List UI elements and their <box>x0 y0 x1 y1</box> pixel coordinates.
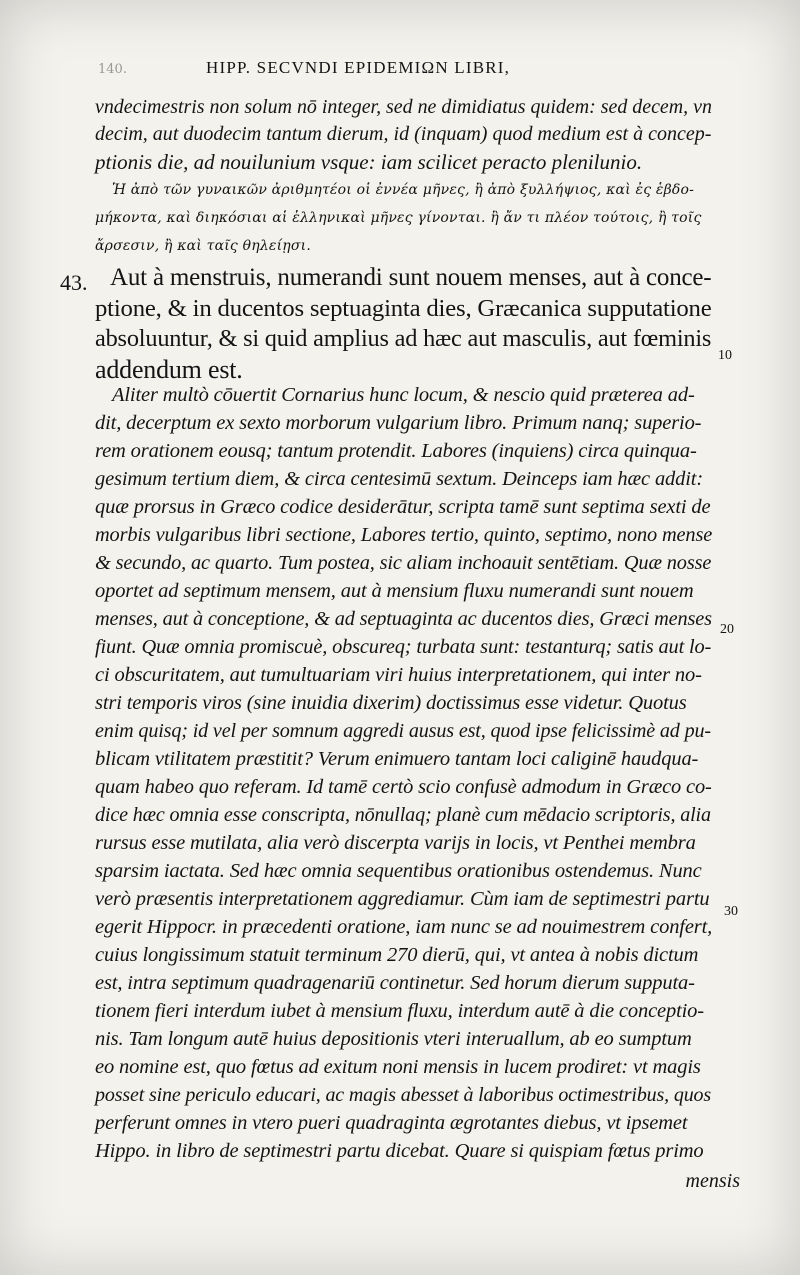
catchword: mensis <box>685 1170 740 1192</box>
page-folio: 140. <box>98 62 127 77</box>
section-number: 43. <box>60 270 88 295</box>
commentary-line: rem orationem eousq; tantum protendit. Labores (inquiens) circa quinqua- <box>95 440 697 462</box>
commentary-line: nis. Tam longum autē huius depositionis vteri interuallum, ab eo sumptum <box>95 1028 692 1050</box>
commentary-line: fiunt. Quæ omnia promiscuè, obscureq; turbata sunt: testanturq; satis aut lo- <box>95 636 712 658</box>
greek-line: μήκοντα, καὶ διηκόσιαι αἱ ἑλληνικαὶ μῆνες γίνονται. ἢ ἄν τι πλέον τούτοις, ἢ τοῖς <box>95 210 702 226</box>
section-line: absoluuntur, & si quid amplius ad hæc aut masculis, aut fœminis <box>95 325 712 352</box>
commentary-line: Aliter multò cōuertit Cornarius hunc locum, & nescio quid præterea ad- <box>112 384 695 406</box>
commentary-line: cuius longissimum statuit terminum 270 dierū, qui, vt antea à nobis dictum <box>95 944 699 966</box>
commentary-line: tionem fieri interdum iubet à mensium fluxu, interdum autē à die conceptio- <box>95 1000 704 1022</box>
commentary-line: morbis vulgaribus libri sectione, Labores tertio, quinto, septimo, nono mense <box>95 524 713 546</box>
commentary-line: posset sine periculo educari, ac magis abesset à laboribus octimestribus, quos <box>95 1084 712 1106</box>
commentary-line: eo nomine est, quo fœtus ad exitum noni mensis in lucem prodiret: vt magis <box>95 1056 701 1078</box>
running-head <box>0 58 800 82</box>
commentary-line: perferunt omnes in vtero pueri quadraginta ægrotantes diebus, vt ipsemet <box>95 1112 688 1134</box>
greek-line: ἄρσεσιν, ἢ καὶ ταῖς θηλείῃσι. <box>95 238 311 254</box>
commentary-line: blicam vtilitatem præstitit? Verum enimuero tantam loci caliginē haudqua- <box>95 748 699 770</box>
commentary-line: est, intra septimum quadragenariū continetur. Sed horum dierum supputa- <box>95 972 695 994</box>
commentary-line: quam habeo quo referam. Id tamē certò scio confusè admodum in Græco co- <box>95 776 712 798</box>
commentary-line: verò præsentis interpretationem aggrediamur. Cùm iam de septimestri partu <box>95 888 710 910</box>
commentary-line: sparsim iactata. Sed hæc omnia sequentibus orationibus ostendemus. Nunc <box>95 860 702 882</box>
top-line: vndecimestris non solum nō integer, sed ne dimidiatus quidem: sed decem, vn <box>95 96 712 118</box>
commentary-line: rursus esse mutilata, alia verò discerpta varijs in locis, vt Penthei membra <box>95 832 696 854</box>
line-number-10: 10 <box>718 348 732 363</box>
commentary-line: & secundo, ac quarto. Tum postea, sic aliam inchoauit sentētiam. Quæ nosse <box>95 552 712 574</box>
commentary-line: egerit Hippocr. in præcedenti oratione, iam nunc se ad nouimestrem confert, <box>95 916 713 938</box>
commentary-line: Hippo. in libro de septimestri partu dicebat. Quare si quispiam fœtus primo <box>95 1140 704 1162</box>
section-line: addendum est. <box>95 355 243 384</box>
greek-line: Ἡ ἀπὸ τῶν γυναικῶν ἀριθμητέοι οἱ ἐννέα μῆνες, ἢ ἀπὸ ξυλλήψιος, καὶ ἐς ἑβδο- <box>112 182 695 198</box>
commentary-line: gesimum tertium diem, & circa centesimū sextum. Deinceps iam hæc addit: <box>95 468 704 490</box>
commentary-line: stri temporis viros (sine inuidia dixerim) doctissimus esse videtur. Quotus <box>95 692 687 714</box>
commentary-line: quæ prorsus in Græco codice desiderātur, scripta tamē sunt septima sexti de <box>95 496 711 518</box>
commentary-line: dice hæc omnia esse conscripta, nōnullaq; planè cum mēdacio scriptoris, alia <box>95 804 711 826</box>
top-line: decim, aut duodecim tantum dierum, id (inquam) quod medium est à concep- <box>95 123 712 145</box>
section-line: Aut à menstruis, numerandi sunt nouem menses, aut à conce- <box>110 264 712 291</box>
commentary-line: enim quisq; id vel per somnum aggredi ausus est, quod ipse felicissimè ad pu- <box>95 720 711 742</box>
line-number-30: 30 <box>724 904 738 919</box>
commentary-line: oportet ad septimum mensem, aut à mensium fluxu numerandi sunt nouem <box>95 580 694 602</box>
commentary-line: ci obscuritatem, aut tumultuariam viri huius interpretationem, qui inter no- <box>95 664 702 686</box>
commentary-line: dit, decerptum ex sexto morborum vulgarium libro. Primum nanq; superio- <box>95 412 702 434</box>
running-title: HIPP. SECVNDI EPIDEMIΩN LIBRI, <box>206 58 511 77</box>
line-number-20: 20 <box>720 622 734 637</box>
section-line: ptione, & in ducentos septuaginta dies, Græcanica supputatione <box>95 295 712 322</box>
top-line: ptionis die, ad nouilunium vsque: iam scilicet peracto plenilunio. <box>95 150 643 174</box>
commentary-line: menses, aut à conceptione, & ad septuaginta ac ducentos dies, Græci menses <box>95 608 712 630</box>
